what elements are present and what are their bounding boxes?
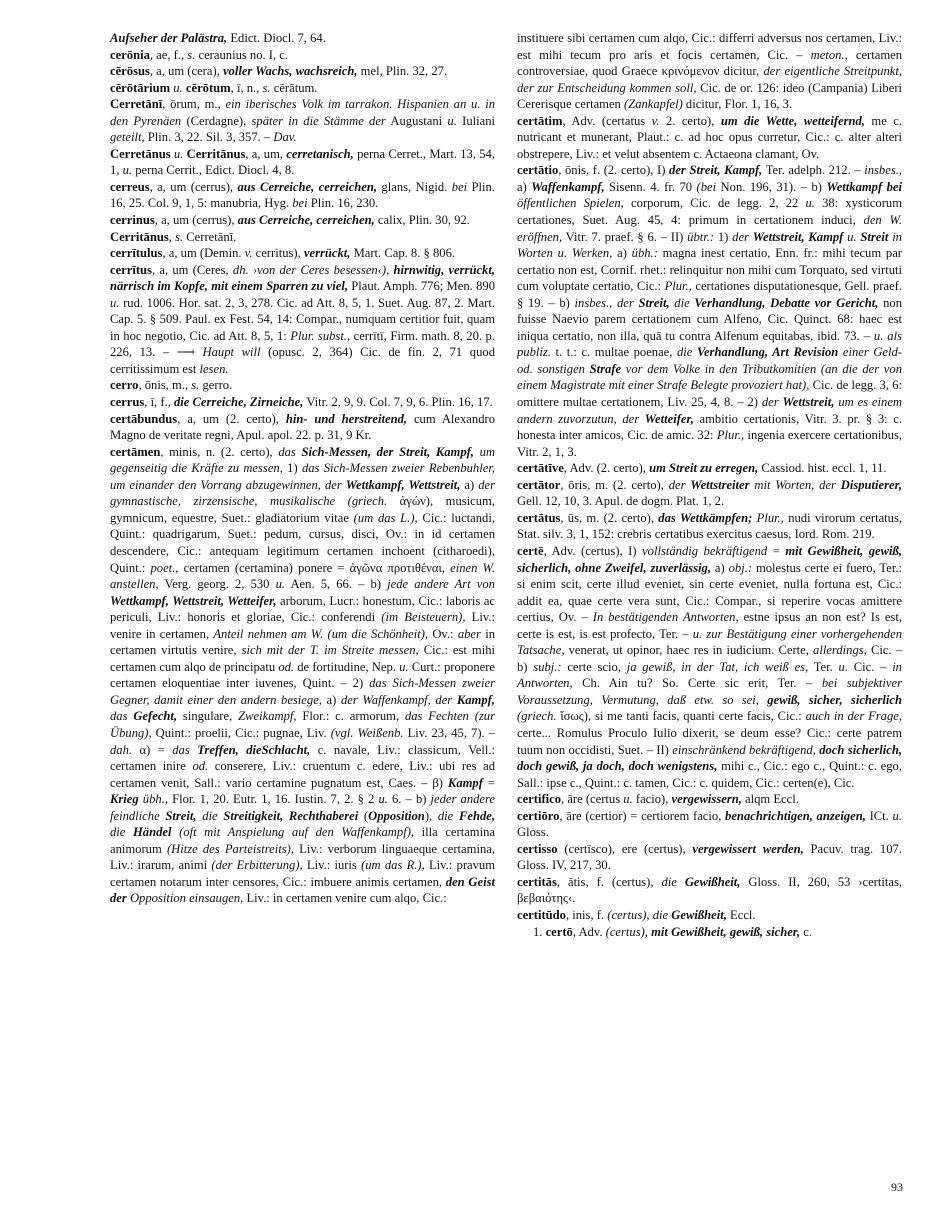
dictionary-entry: cērōtārium u. cērōtum, ī, n., s. cērātum. — [110, 80, 318, 95]
dictionary-entry: cerro, ōnis, m., s. gerro. — [110, 378, 233, 393]
dictionary-entry: certātus, ūs, m. (2. certo), das Wettkämpfen; Plur., nudi virorum certatus, Stat. silv. 3, 1, 152: crebris certatibus exercitus caesus, Iord. Rom. 219. — [517, 510, 903, 542]
dictionary-entry: certifico, āre (certus u. facio), vergewissern, alqm Eccl. — [517, 792, 799, 807]
dictionary-entry-last: 1. certō, Adv. (certus), mit Gewißheit, gewiß, sicher, c. — [533, 924, 813, 939]
dictionary-entry: Aufseher der Palästra, Edict. Diocl. 7, 64. — [110, 31, 326, 45]
dictionary-entry: certātim, Adv. (certatus v. 2. certo), um die Wette, wetteifernd, me c. nutricant et munerant, Plaut.: c. ad hoc opus curretur, Cic.: c. alter alteri obstrepere, Liv.: et velut absentem c. Actaeona clamant, Ov. — [517, 113, 902, 161]
dictionary-entry: Cerretānī, ōrum, m., ein iberisches Volk im tarrakon. Hispanien an u. in den Pyrenäen (Cerdagne), später in die Stämme der Augustani u. Iuliani geteilt, Plin. 3, 22. Sil. 3, 357. – Dav. — [110, 97, 495, 145]
dictionary-entry: cerreus, a, um (cerrus), aus Cerreiche, cerreichen, glans, Nigid. bei Plin. 16, 25. Col. 9, 1, 5: manubria, Hyg. bei Plin. 16, 230. — [110, 179, 495, 211]
dictionary-entry: certē, Adv. (certus), I) vollständig bekräftigend = mit Gewißheit, gewiß, sicherlich, ohne Zweifel, zuverlässig, a) obj.: molestus certe ei fuero, Ter.: si enim scit, certe illud eveniet, sin certe eveniet, nulla fortuna est, Cic.: addit ea, quae certe vera sunt, Cic.: Compar., si reperire vocas amittere certius, Ov. – In bestätigenden Antworten, estne ipsus an non est? Is est, certe is est, is est profecto, Ter. – u. zur Bestätigung einer vorhergehenden Tatsache, venerat, ut opinor, haec res in iudicium. Certe, allerdings, Cic. – b) subj.: certe scio, ja gewiß, in der Tat, ich weiß es, Ter. u. Cic. – in Antworten, Ch. Ain tu? So. Certe sic erit, Ter. – bei subjektiver Voraussetzung, Vermutung, daß etw. so sei, gewiß, sicher, sicherlich (griech. ἴσως), si me tanti facis, quanti certe facis, Cic.: auch in der Frage, certe... Romulus Proculo Iulio dixerit, se deum esse? Cic.: certe patrem tuum non occidisti, Suet. – II) einschränkend bekräftigend, doch sicherlich, doch gewiß, ja doch, doch wenigstens, mihi c., Cic.: ego c., Quint.: c. ego, Sall.: ipse c., Quint.: c. tamen, Cic.: c. quidem, Cic.: certen(e), Cic. — [517, 543, 903, 790]
dictionary-entry: cerōnia, ae, f., s. ceraunius no. I, c. — [110, 47, 289, 62]
dictionary-entry: certātor, ōris, m. (2. certo), der Wettstreiter mit Worten, der Disputierer, Gell. 12, 10, 3. Apul. de dogm. Plat. 1, 2. — [517, 477, 902, 509]
dictionary-entry: cerrītus, a, um (Ceres, dh. ›von der Ceres besessen‹), hirnwitig, verrückt, närrisch im Kopfe, mit einem Sparren zu viel, Plaut. Amph. 776; Men. 890 u. rud. 1006. Hor. sat. 2, 3, 278. Cic. ad Att. 8, 5, 1. Suet. Aug. 87, 2. Mart. Cap. 5. § 509. Paul. ex Fest. 54, 14: Compar., numquam certitior fuit, quam in hoc negotio, Cic. ad Att. 8, 5, 1: Plur. subst., cerrītī, Firm. math. 8, 20. p. 226, 13. – ⟶ Haupt will (opusc. 2, 364) Cic. de fin. 2, 71 quod cerritissimum est lesen. — [110, 262, 495, 376]
dictionary-entry: cerrus, ī, f., die Cerreiche, Zirneiche, Vitr. 2, 9, 9. Col. 7, 9, 6. Plin. 16, 17. — [110, 395, 493, 410]
dictionary-entry: certitūdo, inis, f. (certus), die Gewißheit, Eccl. — [517, 907, 756, 922]
dictionary-entry: certiōro, āre (certior) = certiorem facio, benachrichtigen, anzeigen, ICt. u. Gloss. — [517, 808, 902, 840]
dictionary-entry: certātīve, Adv. (2. certo), um Streit zu erregen, Cassiod. hist. eccl. 1, 11. — [517, 461, 887, 476]
dictionary-entry: Cerretānus u. Cerritānus, a, um, cerretanisch, perna Cerret., Mart. 13, 54, 1, u. perna Cerrit., Edict. Diocl. 4, 8. — [110, 146, 495, 178]
dictionary-entry: instituere sibi certamen cum alqo, Cic.: differri adversus nos certamen, Liv.: est mihi tecum pro aris et focis certamen, Cic. – meton., certamen controversiae, quod Graece κρινόμενον dicitur, der eigentliche Streitpunkt, der zur Entscheidung kommen soll, Cic. de or. 126: ideo (Campania) Liberi Cererisque certamen (Zankapfel) dicitur, Flor. 1, 16, 3. — [517, 31, 903, 112]
dictionary-entry: certitās, ātis, f. (certus), die Gewißheit, Gloss. II, 260, 53 ›certitas, βεβαιότης‹. — [517, 874, 902, 906]
dictionary-entry: certāmen, minis, n. (2. certo), das Sich-Messen, der Streit, Kampf, um gegenseitig die Kräfte zu messen, 1) das Sich-Messen zweier Rebenbuhler, um einander den Vorrang abzugewinnen, der Wettkampf, Wettstreit, a) der gymnastische, zirzensische, musikalische (griech. ἀγών), musicum, gymnicum, equestre, Suet.: gladiatorium vitae (um das L.), Cic.: luctandi, Quint.: quadrigarum, Suet.: pedum, cursus, disci, Ov.: in id certamen descendere, Cic.: antequam legitimum certamen inchoent (citharoedi), Quint.: poet., certamen (certamina) ponere = ἀγῶνα προτιθέναι, einen W. anstellen, Verg. georg. 2, 530 u. Aen. 5, 66. – b) jede andere Art von Wettkampf, Wettstreit, Wetteifer, arborum, Lucr.: honestum, Cic.: laboris ac periculi, Liv.: honoris et gloriae, Cic.: conferendi (im Beisteuern), Liv.: venire in certamen, Anteil nehmen am W. (um die Schönheit), Ov.: aber in certamen virtutis venire, sich mit der T. im Streite messen, Cic.: est mihi certamen cum alqo de principatu od. de fortitudine, Nep. u. Curt.: proponere certamen eloquentiae inter iuvenes, Quint. – 2) das Sich-Messen zweier Gegner, damit einer den andern besiege, a) der Waffenkampf, der Kampf, das Gefecht, singulare, Zweikampf, Flor.: c. armorum, das Fechten (zur Übung), Quint.: proelii, Cic.: pugnae, Liv. (vgl. Weißenb. Liv. 23, 45, 7). – dah. α) = das Treffen, dieSchlacht, c. navale, Liv.: classicum, Vell.: certamen inire od. conserere, Liv.: cruentum c. edere, Liv.: ubi res ad certamen venit, Sall.: vario certamine pugnatum est, Caes. – β) Kampf = Krieg übh., Flor. 1, 20. Eutr. 1, 16. Iustin. 7, 2. § 2 u. 6. – b) jeder andere feindliche Streit, die Streitigkeit, Rechthaberei (Opposition), die Fehde, die Händel (oft mit Anspielung auf den Waffenkampf), illa certamina animorum (Hitze des Parteistreits), Liv.: verborum linguaeque certamina, Liv.: irarum, animi (der Erbitterung), Liv.: iuris (um das R.), Liv.: pravum certamen notarum inter censores, Cic.: imbuere animis certamen, den Geist der Opposition einsaugen, Liv.: in certamen venire cum alqo, Cic.: — [110, 444, 496, 906]
right-column — [517, 30, 902, 940]
dictionary-entry: cērōsus, a, um (cera), voller Wachs, wachsreich, mel, Plin. 32, 27. — [110, 64, 448, 79]
dictionary-entry: cerrinus, a, um (cerrus), aus Cerreiche, cerreichen, calix, Plin. 30, 92. — [110, 213, 470, 228]
dictionary-entry: Cerritānus, s. Cerretānī. — [110, 229, 237, 244]
dictionary-entry: certābundus, a, um (2. certo), hin- und herstreitend, cum Alexandro Magno de veritate regni, Apul. apol. 22. p. 31, 9 Kr. — [110, 411, 495, 443]
page-number: 93 — [891, 1180, 903, 1194]
left-column — [110, 30, 495, 907]
dictionary-entry: certātio, ōnis, f. (2. certo), I) der Streit, Kampf, Ter. adelph. 212. – insbes., a) Waffenkampf, Sisenn. 4. fr. 70 (bei Non. 196, 31). – b) Wettkampf bei öffentlichen Spielen, corporum, Cic. de legg. 2, 22 u. 38: xysticorum certationes, Suet. Aug. 45, 4: primum in certationem induci, den W. eröffnen, Vitr. 7. praef. § 6. – II) übtr.: 1) der Wettstreit, Kampf u. Streit in Worten u. Werken, a) übh.: magna inest certatio, Enn. fr.: mihi tecum par certatio non est, Cornif. rhet.: relinquitur non mihi cum Torquato, sed virtuti cum voluptate certatio, Cic.: Plur., certationes disputationesque, Gell. praef. § 19. – b) insbes., der Streit, die Verhandlung, Debatte vor Gericht, non fuisse Naevio parem certationem cum Alfeno, Cic. Quinct. 68: haec est iniqua certatio, non illa, quā tu contra Alfenum equitabas, ibid. 73. – u. als publiz. t. t.: c. multae poenae, die Verhandlung, Art Revision einer Geld-od. sonstigen Strafe vor dem Volke in den Tributkomitien (an die der von einem Magistrate mit einer Strafe Belegte provoziert hat), Cic. de legg. 3, 6: omittere multae certationem, Liv. 25, 4, 8. – 2) der Wettstreit, um es einem andern zuvorzutun, der Wetteifer, ambitio certationis, Vitr. 3. pr. § 3: c. honesta inter amicos, Cic. de amic. 32: Plur., ingenia exercere certationibus, Vitr. 2, 1, 3. — [517, 163, 903, 459]
dictionary-entry: certisso (certīsco), ere (certus), vergewissert werden, Pacuv. trag. 107. Gloss. IV, 217, 30. — [517, 841, 902, 873]
dictionary-entry: cerrītulus, a, um (Demin. v. cerritus), verrückt, Mart. Cap. 8. § 806. — [110, 246, 456, 261]
